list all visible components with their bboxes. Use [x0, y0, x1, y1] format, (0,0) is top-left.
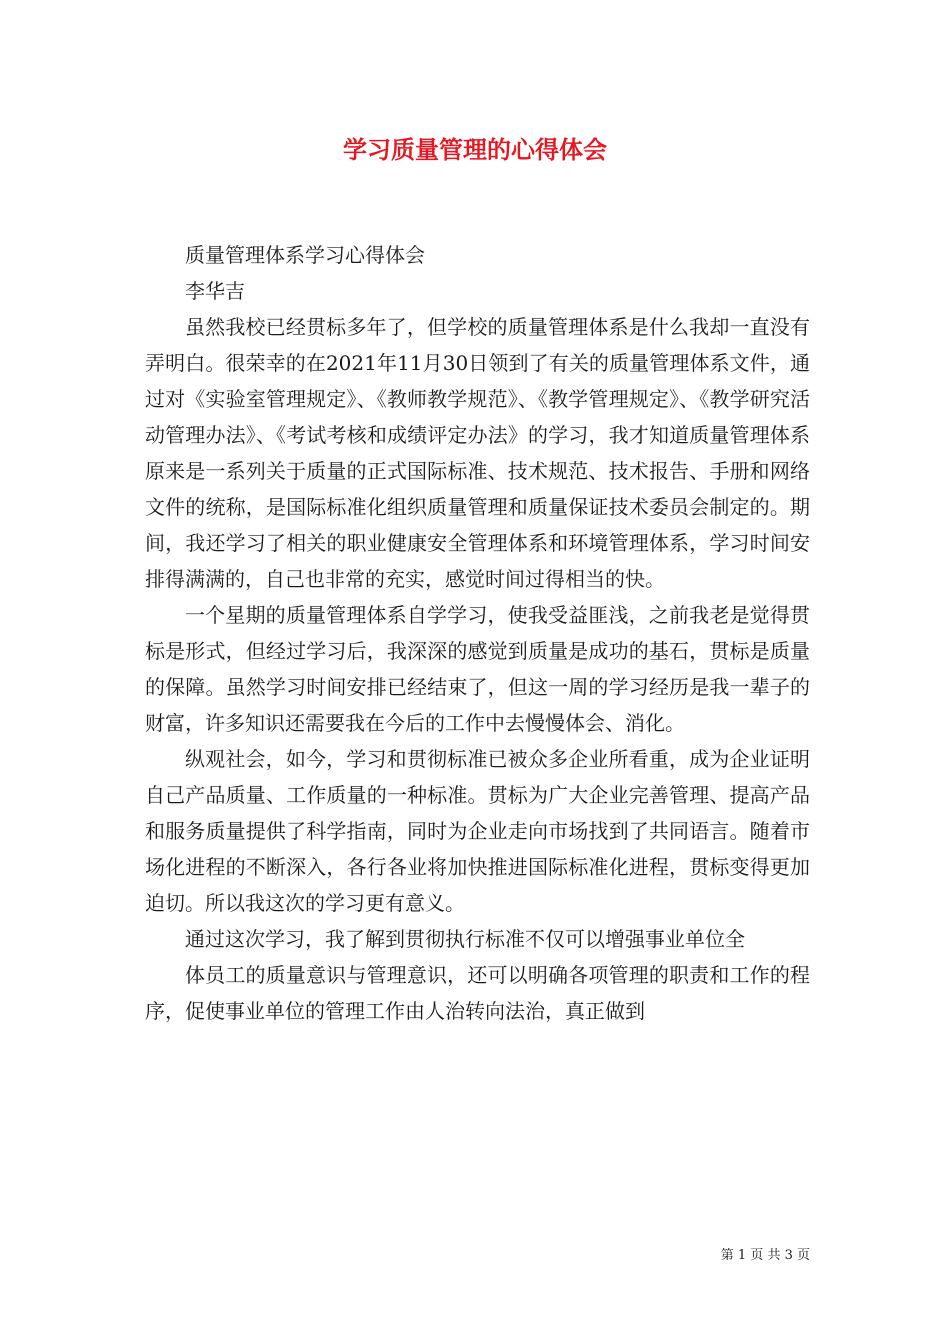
page-number-footer: 第 1 页 共 3 页 — [720, 1248, 810, 1263]
body-paragraph: 一个星期的质量管理体系自学学习，使我受益匪浅，之前我老是觉得贯标是形式，但经过学习后，我深深的感觉到质量是成功的基石，贯标是质量的保障。虽然学习时间安排已经结束了，但这一周的学习经历是我一辈子的财富，许多知识还需要我在今后的工作中去慢慢体会、消化。 — [145, 603, 810, 735]
body-paragraph: 通过这次学习，我了解到贯彻执行标准不仅可以增强事业单位全 — [185, 927, 745, 951]
document-body — [145, 237, 810, 1029]
subtitle-paragraph: 质量管理体系学习心得体会 — [185, 243, 425, 267]
body-paragraph: 体员工的质量意识与管理意识，还可以明确各项管理的职责和工作的程序，促使事业单位的管理工作由人治转向法治，真正做到 — [145, 963, 810, 1023]
document-title: 学习质量管理的心得体会 — [343, 135, 607, 164]
body-paragraph: 虽然我校已经贯标多年了，但学校的质量管理体系是什么我却一直没有弄明白。很荣幸的在2021年11月30日领到了有关的质量管理体系文件，通过对《实验室管理规定》、《教师教学规范》、《教学管理规定》、《教学研究活动管理办法》、《考试考核和成绩评定办法》的学习，我才知道质量管理体系原来是一系列关于质量的正式国际标准、技术规范、技术报告、手册和网络文件的统称，是国际标准化组织质量管理和质量保证技术委员会制定的。期间，我还学习了相关的职业健康安全管理体系和环境管理体系，学习时间安排得满满的，自己也非常的充实，感觉时间过得相当的快。 — [145, 315, 810, 591]
author-paragraph: 李华吉 — [185, 279, 245, 303]
body-paragraph: 纵观社会，如今，学习和贯彻标准已被众多企业所看重，成为企业证明自己产品质量、工作质量的一种标准。贯标为广大企业完善管理、提高产品和服务质量提供了科学指南，同时为企业走向市场找到了共同语言。随着市场化进程的不断深入，各行各业将加快推进国际标准化进程，贯标变得更加迫切。所以我这次的学习更有意义。 — [145, 747, 810, 915]
